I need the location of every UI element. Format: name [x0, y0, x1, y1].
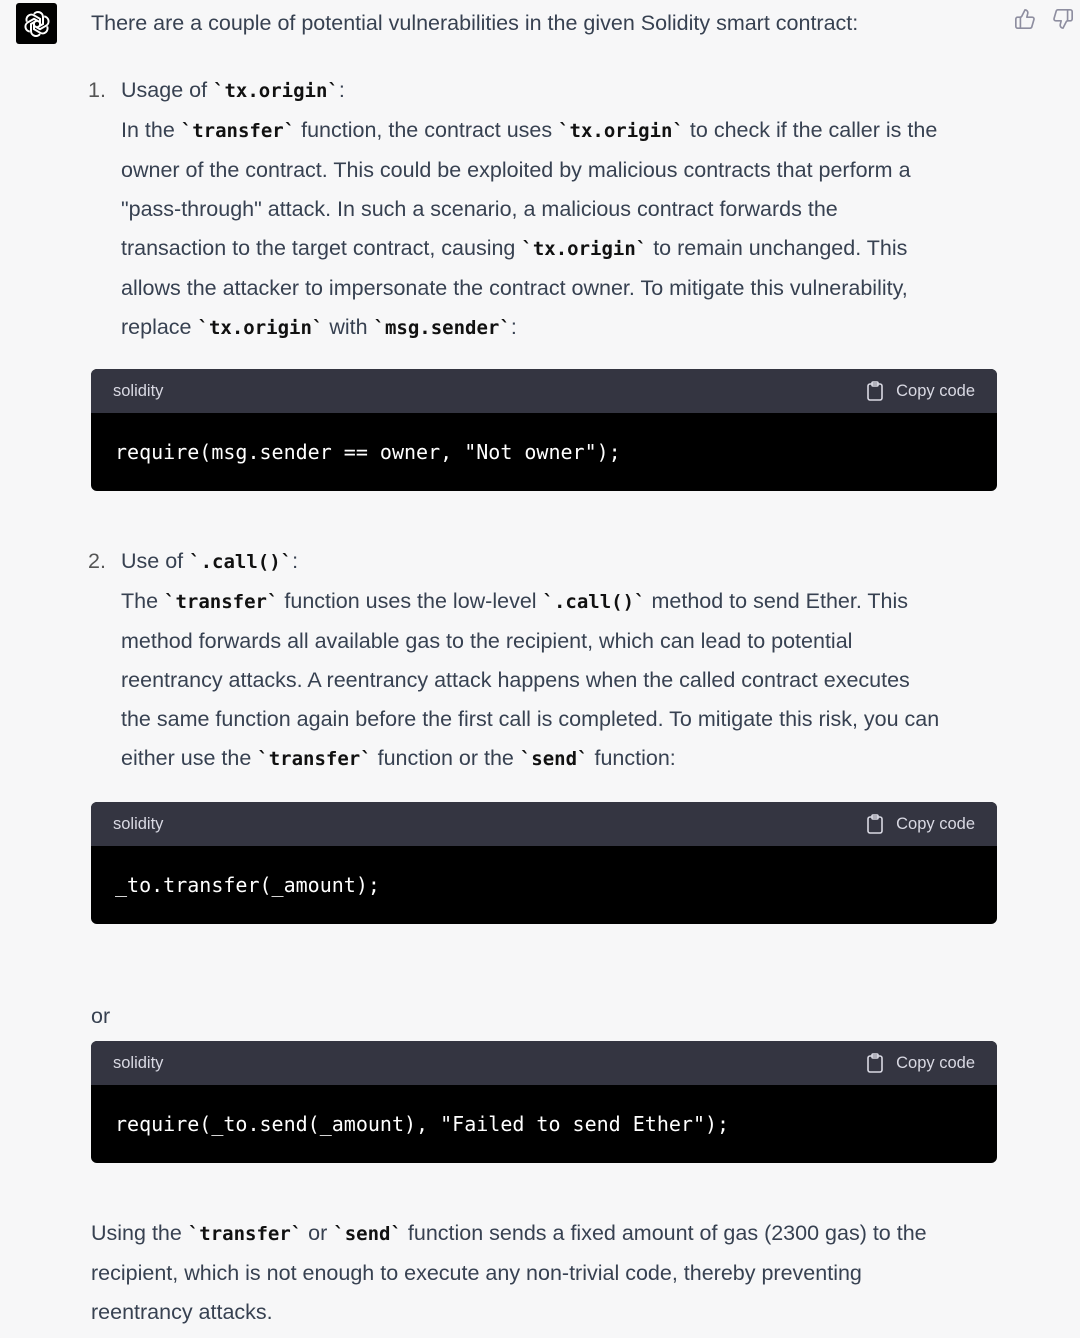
- item1-line: owner of the contract. This could be exploited by malicious contracts that perform a: [121, 158, 911, 182]
- intro-text: There are a couple of potential vulnerabilities in the given Solidity smart contract:: [91, 11, 859, 35]
- text: or: [302, 1221, 334, 1245]
- text: transaction to the target contract, causing: [121, 236, 522, 260]
- item2-line: method forwards all available gas to the recipient, which can lead to potential: [121, 629, 853, 653]
- text: :: [292, 549, 299, 573]
- text: Using the: [91, 1221, 188, 1245]
- list-item-2: [88, 542, 997, 779]
- clipboard-icon: [866, 381, 884, 401]
- inline-code: `tx.origin`: [558, 120, 684, 142]
- item2-line: the same function again before the first call is completed. To mitigate this risk, you can: [121, 707, 940, 731]
- thumbs-down-icon[interactable]: [1052, 8, 1074, 30]
- text: function, the contract uses: [295, 118, 559, 142]
- text: to remain unchanged. This: [647, 236, 908, 260]
- outro-line: recipient, which is not enough to execute any non-trivial code, thereby preventing: [91, 1261, 862, 1285]
- inline-code: `transfer`: [187, 1223, 303, 1245]
- code-content: require(_to.send(_amount), "Failed to send Ether");: [115, 1112, 730, 1136]
- text: :: [510, 315, 517, 339]
- item1-line: allows the attacker to impersonate the contract owner. To mitigate this vulnerability,: [121, 276, 908, 300]
- inline-code: `send`: [519, 748, 589, 770]
- outro-line: [91, 1214, 997, 1254]
- code-block-2: [91, 802, 997, 924]
- text: to check if the caller is the: [683, 118, 938, 142]
- item2-title: [121, 542, 997, 582]
- outro-paragraph: [91, 1214, 997, 1332]
- copy-code-label: Copy code: [896, 381, 975, 400]
- or-text: or: [91, 1003, 111, 1028]
- item1-line: [121, 308, 997, 348]
- code-language: solidity: [113, 814, 164, 833]
- item2-line: [121, 739, 997, 779]
- text: :: [338, 78, 345, 102]
- list-number: 2.: [88, 549, 106, 573]
- item1-line: "pass-through" attack. In such a scenario, a malicious contract forwards the: [121, 197, 838, 221]
- copy-code-button[interactable]: [866, 1053, 975, 1073]
- openai-logo-icon: [22, 9, 52, 39]
- inline-code: `tx.origin`: [197, 317, 324, 339]
- outro-line: reentrancy attacks.: [91, 1300, 273, 1324]
- inline-code: `tx.origin`: [213, 80, 339, 102]
- clipboard-icon: [866, 1053, 884, 1073]
- copy-code-button[interactable]: [866, 814, 975, 834]
- inline-code: `.call()`: [189, 551, 293, 573]
- inline-code: `.call()`: [542, 591, 646, 613]
- code-content: require(msg.sender == owner, "Not owner");: [115, 440, 621, 464]
- item1-title: [121, 71, 997, 111]
- list-number: 1.: [88, 78, 106, 102]
- text: function:: [588, 746, 676, 770]
- list-item-1: [88, 71, 997, 348]
- text: Usage of: [121, 78, 214, 102]
- clipboard-icon: [866, 814, 884, 834]
- inline-code: `msg.sender`: [373, 317, 511, 339]
- text: In the: [121, 118, 181, 142]
- code-language: solidity: [113, 1053, 164, 1072]
- code-block-1: [91, 369, 997, 491]
- inline-code: `transfer`: [164, 591, 279, 613]
- text: replace: [121, 315, 198, 339]
- thumbs-up-icon[interactable]: [1014, 8, 1036, 30]
- text: function uses the low-level: [278, 589, 543, 613]
- inline-code: `transfer`: [180, 120, 296, 142]
- item2-line: [121, 582, 997, 622]
- inline-code: `tx.origin`: [521, 238, 648, 260]
- text: method to send Ether. This: [645, 589, 909, 613]
- code-content: _to.transfer(_amount);: [115, 873, 380, 897]
- item1-line: [121, 111, 997, 151]
- item1-line: [121, 229, 997, 269]
- inline-code: `send`: [333, 1223, 402, 1245]
- assistant-avatar: [16, 3, 57, 44]
- text: function or the: [371, 746, 520, 770]
- item2-line: reentrancy attacks. A reentrancy attack happens when the called contract executes: [121, 668, 910, 692]
- copy-code-label: Copy code: [896, 814, 975, 833]
- code-header: [91, 369, 997, 413]
- copy-code-label: Copy code: [896, 1053, 975, 1072]
- text: with: [323, 315, 374, 339]
- text: Use of: [121, 549, 190, 573]
- code-header: [91, 802, 997, 846]
- code-language: solidity: [113, 381, 164, 400]
- code-header: [91, 1041, 997, 1085]
- inline-code: `transfer`: [257, 748, 372, 770]
- feedback-buttons: [1014, 8, 1074, 30]
- code-block-3: [91, 1041, 997, 1163]
- copy-code-button[interactable]: [866, 381, 975, 401]
- text: either use the: [121, 746, 258, 770]
- text: function sends a fixed amount of gas (2300 gas) to the: [401, 1221, 927, 1245]
- text: The: [121, 589, 165, 613]
